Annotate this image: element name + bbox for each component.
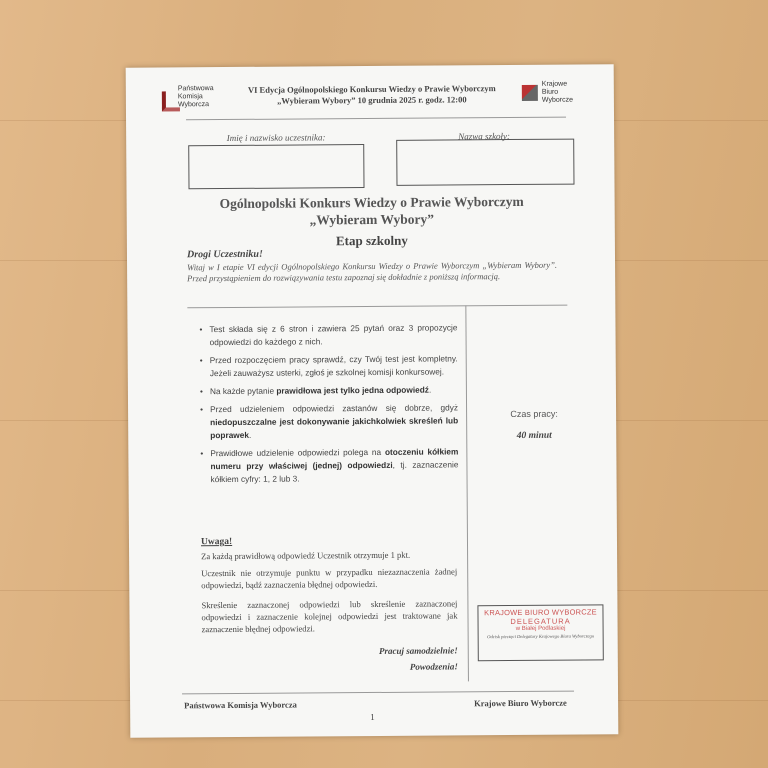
- document-page: [126, 64, 619, 737]
- warning-heading: Uwaga!: [200, 536, 233, 548]
- page-number: 1: [370, 711, 375, 723]
- section-divider: [187, 305, 567, 309]
- school-field-label: Nazwa szkoły:: [458, 131, 511, 142]
- kbw-logo: [522, 80, 592, 110]
- pkw-logo: [162, 85, 226, 115]
- instruction-item: • Prawidłowe udzielenie odpowiedzi polega na otoczeniu kółkiem numeru przy właściwej (jednej) odpowiedzi, tj. zaznaczenie kółkiem cyfry: 1, 2 lub 3.: [200, 445, 458, 486]
- footer-divider: [182, 691, 574, 695]
- instructions-list: [199, 321, 458, 491]
- column-divider: [465, 305, 469, 681]
- stamp-line-1: KRAJOWE BIURO WYBORCZE: [484, 607, 597, 618]
- stamp-line-2: DELEGATURA: [510, 616, 571, 627]
- stage-title: Etap szkolny: [335, 232, 408, 249]
- warning-text-3: Skreślenie zaznaczonej odpowiedzi lub skreślenie zaznaczonej odpowiedzi i zaznaczenie kolejnej odpowiedzi jest traktowane jak zaznaczenie błędnej odpowiedzi.: [201, 598, 458, 635]
- stamp-caption: Odcisk pieczęci Delegatury Krajowego Biura Wyborczego: [487, 633, 595, 640]
- instruction-item: • Przed udzieleniem odpowiedzi zastanów się dobrze, gdyż niedopuszczalne jest dokonywanie jakichkolwiek skreśleń lub poprawek.: [200, 401, 458, 442]
- closing-line-1: Pracuj samodzielnie!: [378, 645, 458, 656]
- contest-title-line1: Ogólnopolski Konkurs Wiedzy o Prawie Wyborczym: [219, 193, 524, 212]
- time-value: 40 minut: [516, 430, 552, 441]
- pkw-logo-text: Państwowa Komisja Wyborcza: [177, 85, 214, 109]
- stamp-line-3: w Białej Podlaskiej: [515, 625, 566, 633]
- time-label: Czas pracy:: [510, 408, 558, 420]
- intro-text: Witaj w I etapie VI edycji Ogólnopolskiego Konkursu Wiedzy o Prawie Wyborczym „Wybieram Wybory”. Przed przystąpieniem do rozwiązywania testu zapoznaj się dokładnie z poniższą informacją.: [187, 259, 558, 284]
- header-title: [222, 83, 522, 107]
- contest-title: [187, 193, 557, 230]
- name-field-label: Imię i nazwisko uczestnika:: [226, 132, 326, 144]
- kbw-logo-text: Krajowe Biuro Wyborcze: [541, 80, 573, 104]
- instruction-item: • Przed rozpoczęciem pracy sprawdź, czy Twój test jest kompletny. Jeżeli zauważysz usterki, zgłoś je szkolnej komisji konkursowej.: [200, 352, 458, 380]
- name-field[interactable]: [188, 144, 364, 189]
- warning-text-1: Za każdą prawidłową odpowiedź Uczestnik otrzymuje 1 pkt.: [201, 549, 411, 562]
- closing-line-2: Powodzenia!: [409, 661, 458, 672]
- kbw-logo-mark-icon: [522, 85, 538, 101]
- footer-left: Państwowa Komisja Wyborcza: [184, 699, 297, 711]
- contest-title-line2: „Wybieram Wybory”: [309, 211, 434, 228]
- instruction-item: • Na każde pytanie prawidłowa jest tylko jedna odpowiedź.: [200, 383, 458, 398]
- instruction-item: • Test składa się z 6 stron i zawiera 25 pytań oraz 3 propozycje odpowiedzi do każdego z nich.: [199, 321, 457, 349]
- delegation-stamp: [477, 604, 603, 661]
- header-title-line1: VI Edycja Ogólnopolskiego Konkursu Wiedzy o Prawie Wyborczym: [247, 83, 496, 95]
- footer-right: Krajowe Biuro Wyborcze: [474, 697, 567, 709]
- school-field[interactable]: [396, 139, 574, 186]
- header-divider: [186, 117, 566, 121]
- warning-text-2: Uczestnik nie otrzymuje punktu w przypadku niezaznaczenia żadnej odpowiedzi, bądź zaznaczenia błędnej odpowiedzi.: [201, 566, 458, 591]
- greeting: Drogi Uczestniku!: [186, 248, 263, 261]
- header-title-line2: „Wybieram Wybory” 10 grudnia 2025 r. godz. 12:00: [277, 94, 467, 106]
